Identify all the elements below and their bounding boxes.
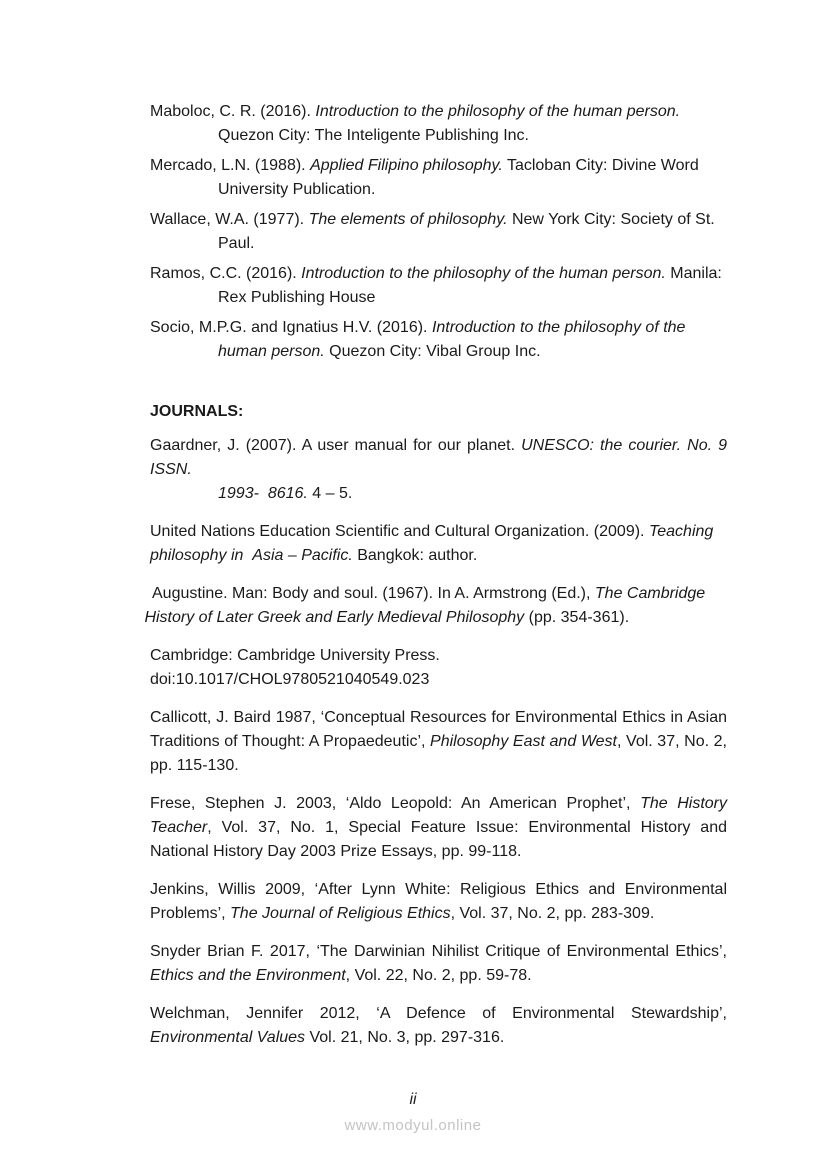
reference-paragraph [150,434,727,482]
reference-text: Wallace, W.A. (1977). [150,211,309,228]
reference-text: Maboloc, C. R. (2016). [150,103,316,120]
reference-text: Ramos, C.C. (2016). [150,265,302,282]
references-content [140,100,727,1064]
reference-text-italic: The Cambridge History of Later Greek and Early Medieval Philosophy [140,585,706,626]
reference-paragraph [150,792,727,864]
reference-paragraph [150,316,727,364]
reference-entry [150,262,727,310]
reference-entry [150,878,727,926]
journals-list [140,434,727,1050]
reference-text: doi:10.1017/CHOL9780521040549.023 [150,671,430,688]
reference-entry [150,706,727,778]
reference-entry [150,208,727,256]
reference-text-italic: Introduction to the philosophy of the human person. [315,103,681,120]
reference-text: , Vol. 37, No. 1, Special Feature Issue: Environmental History and National History Day 2003 Prize Essays, pp. 99-118. [150,819,727,860]
watermark-text: www.modyul.online [344,1117,482,1134]
reference-text-italic: The Journal of Religious Ethics [230,905,451,922]
reference-paragraph [150,520,727,568]
reference-text: Socio, M.P.G. and Ignatius H.V. (2016). [150,319,432,336]
reference-text-italic: Teaching philosophy in Asia – Pacific. [150,523,714,564]
reference-text: , Vol. 37, No. 2, pp. 115-130. [150,733,727,774]
reference-paragraph [150,154,727,202]
reference-entry [150,644,727,692]
reference-text-italic: Philosophy East and West [430,733,617,750]
reference-text: Manila: Rex Publishing House [218,265,722,306]
reference-text: Bangkok: author. [352,547,478,564]
reference-text-italic: Applied Filipino philosophy. [310,157,503,174]
reference-text: United Nations Education Scientific and Cultural Organization. (2009). [150,523,649,540]
reference-text-italic: UNESCO: the courier. No. 9 ISSN. [150,437,727,478]
reference-text-italic: Ethics and the Environment [150,967,346,984]
reference-entry [150,792,727,864]
reference-entry [150,940,727,988]
reference-paragraph [150,1002,727,1050]
page-number: ii [409,1091,417,1108]
reference-entry [150,316,727,364]
reference-text: , Vol. 37, No. 2, pp. 283-309. [450,905,655,922]
reference-text-italic: The elements of philosophy. [308,211,508,228]
reference-paragraph [150,878,727,926]
reference-text: Snyder Brian F. 2017, ‘The Darwinian Nihilist Critique of Environmental Ethics’, [150,943,727,960]
reference-paragraph [140,582,727,630]
reference-text: Tacloban City: Divine Word University Publication. [218,157,699,198]
reference-text: Jenkins, Willis 2009, ‘After Lynn White: Religious Ethics and Environmental Problems’, [150,881,727,922]
reference-entry [150,520,727,568]
reference-paragraph [150,668,727,692]
reference-text: 4 – 5. [307,485,353,502]
reference-paragraph [150,940,727,988]
reference-text: Gaardner, J. (2007). A user manual for our planet. [150,437,522,454]
reference-text: Mercado, L.N. (1988). [150,157,311,174]
books-list [150,100,727,364]
reference-paragraph [150,262,727,310]
reference-text-italic: Environmental Values [150,1029,306,1046]
reference-text: , Vol. 22, No. 2, pp. 59-78. [345,967,532,984]
reference-paragraph [150,644,727,668]
reference-entry [150,154,727,202]
reference-text-italic: The History Teacher [150,795,727,836]
reference-text: (pp. 354-361). [524,609,630,626]
reference-text-italic: Introduction to the philosophy of the human person. [218,319,686,360]
reference-entry [150,434,727,506]
reference-text-italic: 1993- 8616. [218,485,308,502]
reference-text: Vol. 21, No. 3, pp. 297-316. [305,1029,505,1046]
journals-heading: JOURNALS: [150,403,244,420]
reference-entry [150,100,727,148]
reference-text: Callicott, J. Baird 1987, ‘Conceptual Resources for Environmental Ethics in Asian Traditions of Thought: A Propaedeutic’, [150,709,727,750]
reference-paragraph [150,482,727,506]
reference-text: Quezon City: Vibal Group Inc. [324,343,541,360]
reference-paragraph [150,706,727,778]
reference-paragraph [150,208,727,256]
reference-text: Quezon City: The Inteligente Publishing Inc. [218,127,529,144]
reference-entry [140,582,727,630]
reference-text-italic: Introduction to the philosophy of the human person. [301,265,666,282]
reference-text: New York City: Society of St. Paul. [218,211,715,252]
reference-text: Welchman, Jennifer 2012, ‘A Defence of Environmental Stewardship’, [150,1005,727,1022]
reference-text: Cambridge: Cambridge University Press. [150,647,440,664]
reference-text: Augustine. Man: Body and soul. (1967). In A. Armstrong (Ed.), [152,585,595,602]
reference-paragraph [150,100,727,148]
reference-entry [150,1002,727,1050]
reference-text: Frese, Stephen J. 2003, ‘Aldo Leopold: An American Prophet’, [150,795,641,812]
